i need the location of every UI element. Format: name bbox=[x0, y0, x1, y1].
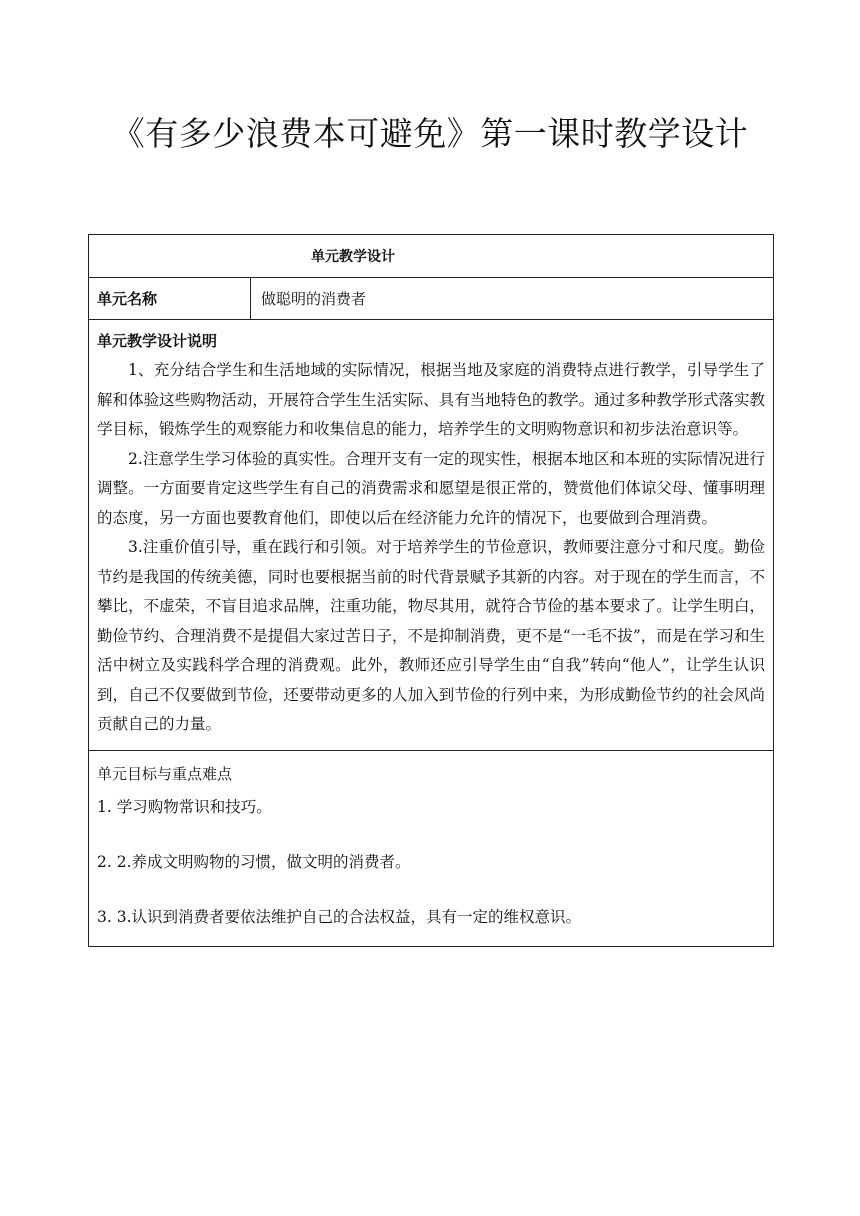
table-header: 单元教学设计 bbox=[89, 235, 774, 278]
table-header-row bbox=[89, 235, 774, 278]
goals-title: 单元目标与重点难点 bbox=[97, 764, 233, 783]
description-title: 单元教学设计说明 bbox=[97, 332, 218, 350]
unit-name-value: 做聪明的消费者 bbox=[251, 278, 774, 320]
goals-row bbox=[89, 750, 774, 946]
description-paragraph: 3.注重价值引导，重在践行和引领。对于培养学生的节俭意识，教师要注意分寸和尺度。勤俭节约是我国的传统美德，同时也要根据当前的时代背景赋予其新的内容。对于现在的学生而言，不攀比，不虚荣，不盲目追求品牌，注重功能，物尽其用，就符合节俭的基本要求了。让学生明白，勤俭节约、合理消费不是提倡大家过苦日子，不是抑制消费，更不是“一毛不拔”，而是在学习和生活中树立及实践科学合理的消费观。此外，教师还应引导学生由“自我”转向“他人”，让学生认识到，自己不仅要做到节俭，还要带动更多的人加入到节俭的行列中来，为形成勤俭节约的社会风尚贡献自己的力量。 bbox=[97, 538, 765, 733]
goal-item: 1. 学习购物常识和技巧。 bbox=[97, 797, 272, 816]
goal-item: 3. 3.认识到消费者要依法维护自己的合法权益，具有一定的维权意识。 bbox=[97, 907, 582, 926]
description-paragraph: 2.注意学生学习体验的真实性。合理开支有一定的现实性，根据本地区和本班的实际情况进行调整。一方面要肯定这些学生有自己的消费需求和愿望是很正常的，赞赏他们体谅父母、懂事明理的态度，另一方面也要教育他们，即使以后在经济能力允许的情况下，也要做到合理消费。 bbox=[97, 449, 765, 527]
unit-design-table bbox=[88, 234, 774, 947]
document-title: 《有多少浪费本可避免》第一课时教学设计 bbox=[111, 114, 749, 153]
goal-item: 2. 2.养成文明购物的习惯，做文明的消费者。 bbox=[97, 852, 411, 871]
description-row bbox=[89, 320, 774, 751]
unit-name-label: 单元名称 bbox=[89, 278, 251, 320]
description-cell bbox=[89, 320, 774, 751]
goals-cell bbox=[89, 750, 774, 946]
unit-name-row bbox=[89, 278, 774, 320]
description-paragraph: 1、充分结合学生和生活地域的实际情况，根据当地及家庭的消费特点进行教学，引导学生了解和体验这些购物活动，开展符合学生生活实际、具有当地特色的教学。通过多种教学形式落实教学目标，锻炼学生的观察能力和收集信息的能力，培养学生的文明购物意识和初步法治意识等。 bbox=[97, 361, 765, 438]
